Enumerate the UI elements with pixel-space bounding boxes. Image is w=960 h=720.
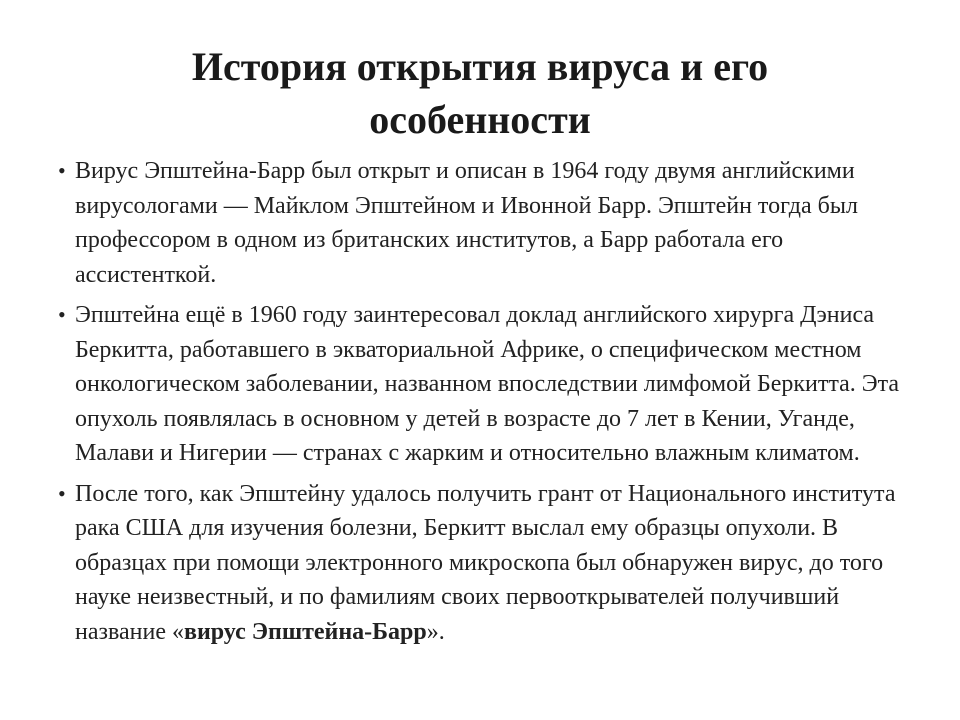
bullet-item-virus-found bbox=[58, 477, 930, 650]
bullet-text: Эпштейна ещё в 1960 году заинтересовал доклад английского хирурга Дэниса Беркитта, работавшего в экваториальной Африке, о специфическом местном онкологическом заболевании, названном впоследствии лимфомой Беркитта. Эта опухоль появлялась в основном у детей в возрасте до 7 лет в Кении, Уганде, Малави и Нигерии — странах с жарким и относительно влажным климатом. bbox=[75, 302, 900, 466]
bullet-item-discovery bbox=[58, 154, 930, 292]
slide-title: История открытия вируса и его особенности bbox=[191, 44, 769, 142]
bullet-list bbox=[58, 154, 930, 655]
bullet-marker: • bbox=[58, 158, 66, 183]
bullet-marker: • bbox=[58, 480, 66, 506]
bullet-marker: • bbox=[58, 302, 66, 327]
bullet-item-burkitt-report bbox=[58, 298, 930, 471]
bullet-text-before: После того, как Эпштейну удалось получить грант от Национального института рака США для изучения болезни, Беркитт выслал ему образцы опухоли. В образцах при помощи электронного микроскопа был обнаружен вирус, до того науке неизвестный, и по фамилиям своих первооткрывателей получивший название « bbox=[75, 480, 896, 645]
bullet-text: Вирус Эпштейна-Барр был открыт и описан в 1964 году двумя английскими вирусологами — Майклом Эпштейном и Ивонной Барр. Эпштейн тогда был профессором в одном из британских институтов, а Барр работала его ассистенткой. bbox=[75, 158, 858, 288]
bullet-text-after: ». bbox=[426, 618, 445, 645]
virus-name-bold: вирус Эпштейна-Барр bbox=[183, 618, 427, 645]
